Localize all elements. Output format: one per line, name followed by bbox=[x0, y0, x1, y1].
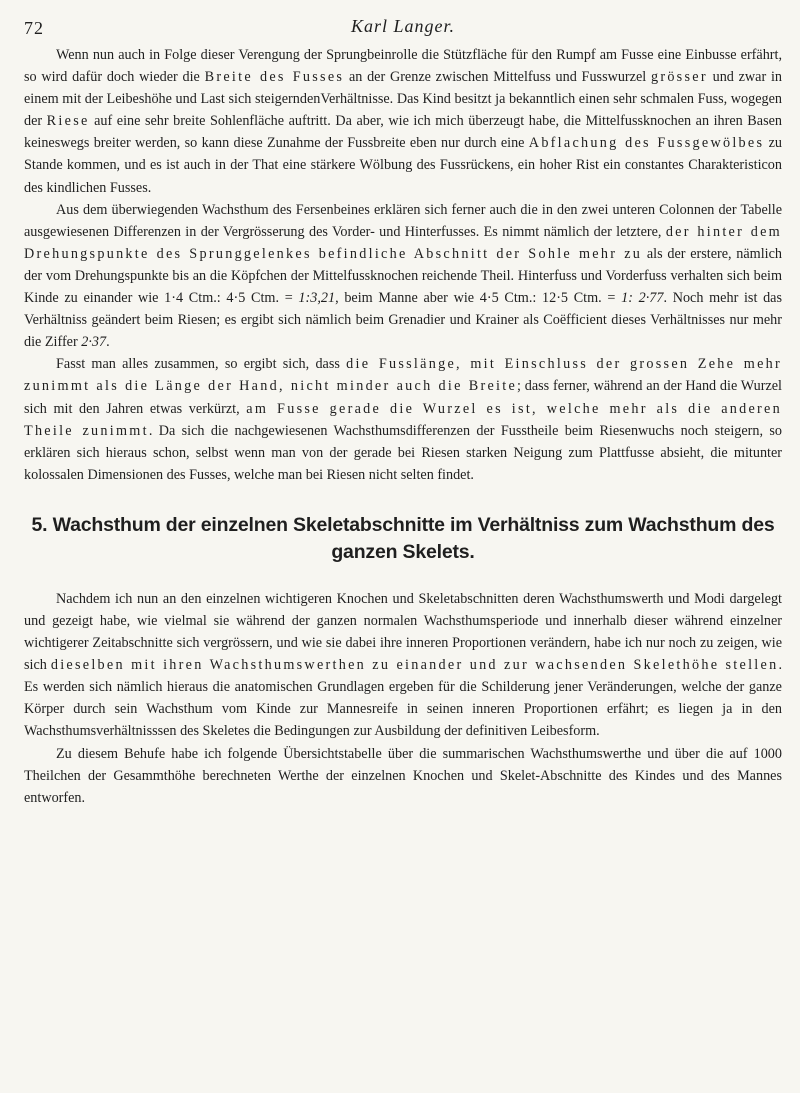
ratio-value: 2·37 bbox=[81, 334, 107, 351]
paragraph bbox=[24, 44, 782, 199]
ratio-value: 1: 2·77 bbox=[621, 290, 664, 307]
text-run: Wenn nun auch in Folge dieser Verengung der Sprungbeinrolle die Stützfläche für den Rumpf am Fusse eine Einbusse erfährt, so wird dafür doch wieder die bbox=[24, 47, 782, 86]
text-run: an der Grenze zwischen Mittelfuss und Fusswurzel bbox=[344, 69, 651, 86]
spaced-emphasis: Abflachung des Fussgewölbes bbox=[528, 135, 765, 152]
text-run: auf eine sehr breite Sohlenfläche auftritt. Da aber, wie ich mich überzeugt habe, die Mittelfussknochen an ihren Basen keineswegs breiter werden, so kann diese Zunahme der Fussbreite eben nur durch eine bbox=[24, 113, 782, 152]
spaced-emphasis: Breite des Fusses bbox=[204, 69, 345, 86]
spaced-emphasis: der hinter dem Drehungspunkte des Sprunggelenkes befindliche Abschnitt der Sohle mehr zu bbox=[24, 223, 782, 262]
text-run: . Noch mehr ist das Verhältniss geändert beim Riesen; es ergibt sich nämlich beim Grenadier und Krainer als Coëfficient dieses Verhältnisses nur mehr die Ziffer bbox=[24, 290, 783, 351]
text-run: und zwar in einem mit der Leibeshöhe und Last sich steigerndenVerhältnisse. Das Kind besitzt ja bekanntlich einen sehr schmalen Fuss, wogegen der bbox=[24, 69, 782, 130]
paragraph bbox=[24, 743, 782, 809]
ratio-value: 1:3,21 bbox=[298, 290, 336, 307]
spaced-emphasis: am Fusse gerade die Wurzel es ist, welche mehr als die anderen Theile zunimmt bbox=[24, 400, 782, 439]
text-run: Zu diesem Behufe habe ich folgende Übersichtstabelle über die summarischen Wachsthumswerthe und über die auf 1000 Theilchen der Gesammthöhe berechneten Werthe der einzelnen Knochen und Skelet-Abschnitte des Kindes und des Mannes entworfen. bbox=[24, 745, 782, 806]
spaced-emphasis: die Fusslänge, mit Einschluss der grossen Zehe mehr zunimmt als die Länge der Hand, nicht minder auch die Breite bbox=[24, 356, 782, 395]
text-run: . Da sich die nachgewiesenen Wachsthumsdifferenzen der Fusstheile beim Riesenwuchs noch steigern, so erklären sich hieraus schon, selbst wenn man von der gerade bei Riesen starken Neigung zum Plattfusse absieht, die mitunter kolossalen Dimensionen des Fusses, welche man bei Riesen nicht selten findet. bbox=[24, 422, 782, 483]
body-text bbox=[24, 44, 782, 809]
text-run: Aus dem überwiegenden Wachsthum des Fersenbeines erklären sich ferner auch die in den zwei unteren Colonnen der Tabelle ausgewiesenen Differenzen in der Vergrösserung des Vorder- und Hinterfusses. Es nimmt nämlich der letztere, bbox=[24, 201, 782, 240]
spaced-emphasis: Riese bbox=[46, 113, 90, 130]
text-run: . bbox=[106, 334, 110, 351]
page-header bbox=[24, 14, 782, 42]
section-heading: 5. Wachsthum der einzelnen Skeletabschnitte im Verhältniss zum Wachsthum des ganzen Skelets. bbox=[31, 513, 775, 563]
text-run: ; dass ferner, während an der Hand die Wurzel sich mit den Jahren etwas verkürzt, bbox=[24, 378, 782, 417]
paragraph bbox=[24, 199, 782, 354]
paragraph bbox=[24, 588, 782, 743]
running-head: Karl Langer. bbox=[350, 16, 456, 36]
text-run: Nachdem ich nun an den einzelnen wichtigeren Knochen und Skeletabschnitten deren Wachsthumswerth und Modi dargelegt und gezeigt habe, wie vielmal sie während der ganzen normalen Wachsthumsperiode und innerhalb dieser während einzelner wichtigerer Zeitabschnitte sich vergrössern, und wie sie dabei ihre inneren Proportionen verändern, habe ich nur noch zu zeigen, wie sich bbox=[24, 590, 782, 674]
text-run: Fasst man alles zusammen, so ergibt sich, dass bbox=[56, 356, 347, 373]
page-number: 72 bbox=[24, 18, 44, 38]
text-run: . Es werden sich nämlich hieraus die anatomischen Grundlagen ergeben für die Schilderung jener Veränderungen, welche der ganze Körper durch sein Wachsthum vom Kinde zur Mannesreife in seinen inneren Proportionen erfährt; es liegen ja in den Wachsthumsverhältnisssen des Skeletes die Bedingungen zur Ausbildung der definitiven Leibesform. bbox=[24, 657, 782, 740]
document-page bbox=[24, 14, 782, 809]
paragraph bbox=[24, 353, 782, 486]
spaced-emphasis: grösser bbox=[650, 69, 708, 86]
text-run: als der erstere, nämlich der vom Drehungspunkte bis an die Köpfchen der Mittelfussknochen reichende Theil. Hinterfuss und Vorderfuss verhalten sich beim Kinde zu einander wie 1·4 Ctm.: 4·5 Ctm. = bbox=[24, 245, 782, 307]
text-run: , beim Manne aber wie 4·5 Ctm.: 12·5 Ctm. = bbox=[335, 290, 622, 307]
text-run: zu Stande kommen, und es ist auch in der That eine stärkere Wölbung des Fussrückens, ein hoher Rist ein constantes Charakteristicon des kindlichen Fusses. bbox=[24, 135, 782, 196]
spaced-emphasis: dieselben mit ihren Wachsthumswerthen zu einander und zur wachsenden Skelethöhe stellen bbox=[50, 657, 779, 674]
